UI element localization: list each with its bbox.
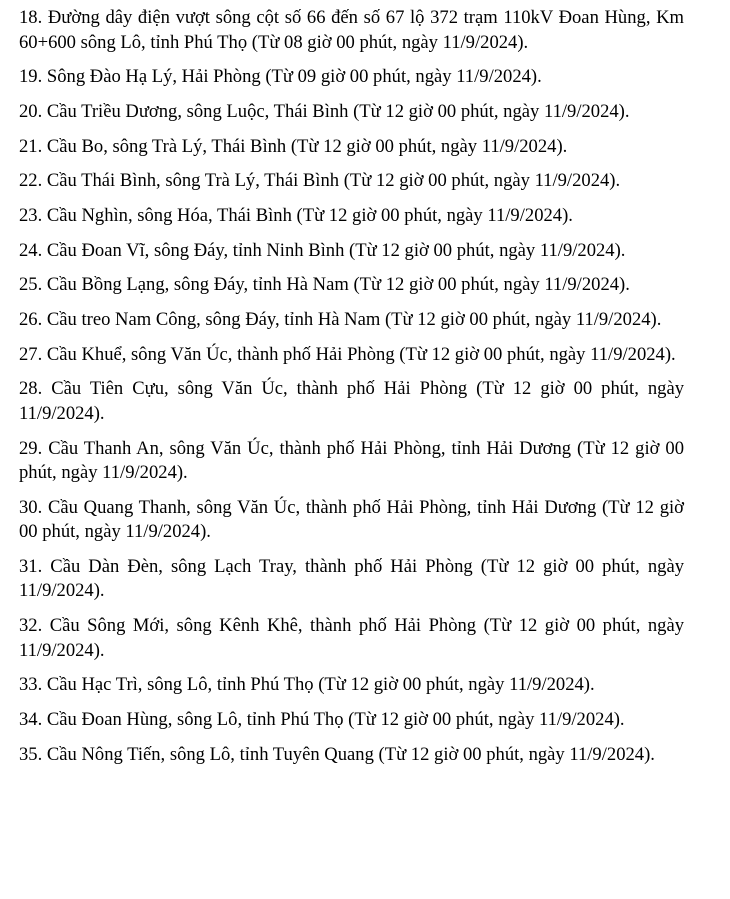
list-item-35: 35. Cầu Nông Tiến, sông Lô, tỉnh Tuyên Quang (Từ 12 giờ 00 phút, ngày 11/9/2024). <box>19 743 655 765</box>
list-item-21: 21. Cầu Bo, sông Trà Lý, Thái Bình (Từ 12 giờ 00 phút, ngày 11/9/2024). <box>19 135 568 157</box>
list-item-28: 28. Cầu Tiên Cựu, sông Văn Úc, thành phố Hải Phòng (Từ 12 giờ 00 phút, ngày 11/9/2024). <box>19 378 684 424</box>
list-item-26: 26. Cầu treo Nam Công, sông Đáy, tỉnh Hà Nam (Từ 12 giờ 00 phút, ngày 11/9/2024). <box>19 309 662 330</box>
list-item-30: 30. Cầu Quang Thanh, sông Văn Úc, thành phố Hải Phòng, tỉnh Hải Dương (Từ 12 giờ 00 phút, ngày 11/9/2024). <box>19 496 684 543</box>
document-body <box>19 6 684 777</box>
list-item-23: 23. Cầu Nghìn, sông Hóa, Thái Bình (Từ 12 giờ 00 phút, ngày 11/9/2024). <box>19 204 573 226</box>
list-item-22: 22. Cầu Thái Bình, sông Trà Lý, Thái Bình (Từ 12 giờ 00 phút, ngày 11/9/2024). <box>19 170 621 192</box>
list-item-27: 27. Cầu Khuể, sông Văn Úc, thành phố Hải Phòng (Từ 12 giờ 00 phút, ngày 11/9/2024). <box>19 343 676 365</box>
list-item-34: 34. Cầu Đoan Hùng, sông Lô, tỉnh Phú Thọ (Từ 12 giờ 00 phút, ngày 11/9/2024). <box>19 709 625 730</box>
list-item-33: 33. Cầu Hạc Trì, sông Lô, tỉnh Phú Thọ (Từ 12 giờ 00 phút, ngày 11/9/2024). <box>19 674 595 696</box>
list-item-25: 25. Cầu Bồng Lạng, sông Đáy, tỉnh Hà Nam (Từ 12 giờ 00 phút, ngày 11/9/2024). <box>19 274 630 296</box>
list-item-19: 19. Sông Đào Hạ Lý, Hải Phòng (Từ 09 giờ 00 phút, ngày 11/9/2024). <box>19 66 542 88</box>
list-item-32: 32. Cầu Sông Mới, sông Kênh Khê, thành phố Hải Phòng (Từ 12 giờ 00 phút, ngày 11/9/2024). <box>19 615 684 661</box>
list-item-20: 20. Cầu Triều Dương, sông Luộc, Thái Bình (Từ 12 giờ 00 phút, ngày 11/9/2024). <box>19 100 630 122</box>
list-item-18: 18. Đường dây điện vượt sông cột số 66 đến số 67 lộ 372 trạm 110kV Đoan Hùng, Km 60+600 sông Lô, tỉnh Phú Thọ (Từ 08 giờ 00 phút, ngày 11/9/2024). <box>19 7 684 53</box>
list-item-24: 24. Cầu Đoan Vĩ, sông Đáy, tỉnh Ninh Bình (Từ 12 giờ 00 phút, ngày 11/9/2024). <box>19 239 626 261</box>
list-item-31: 31. Cầu Dàn Đèn, sông Lạch Tray, thành phố Hải Phòng (Từ 12 giờ 00 phút, ngày 11/9/2024). <box>19 555 684 602</box>
list-item-29: 29. Cầu Thanh An, sông Văn Úc, thành phố Hải Phòng, tỉnh Hải Dương (Từ 12 giờ 00 phút, ngày 11/9/2024). <box>19 437 684 484</box>
